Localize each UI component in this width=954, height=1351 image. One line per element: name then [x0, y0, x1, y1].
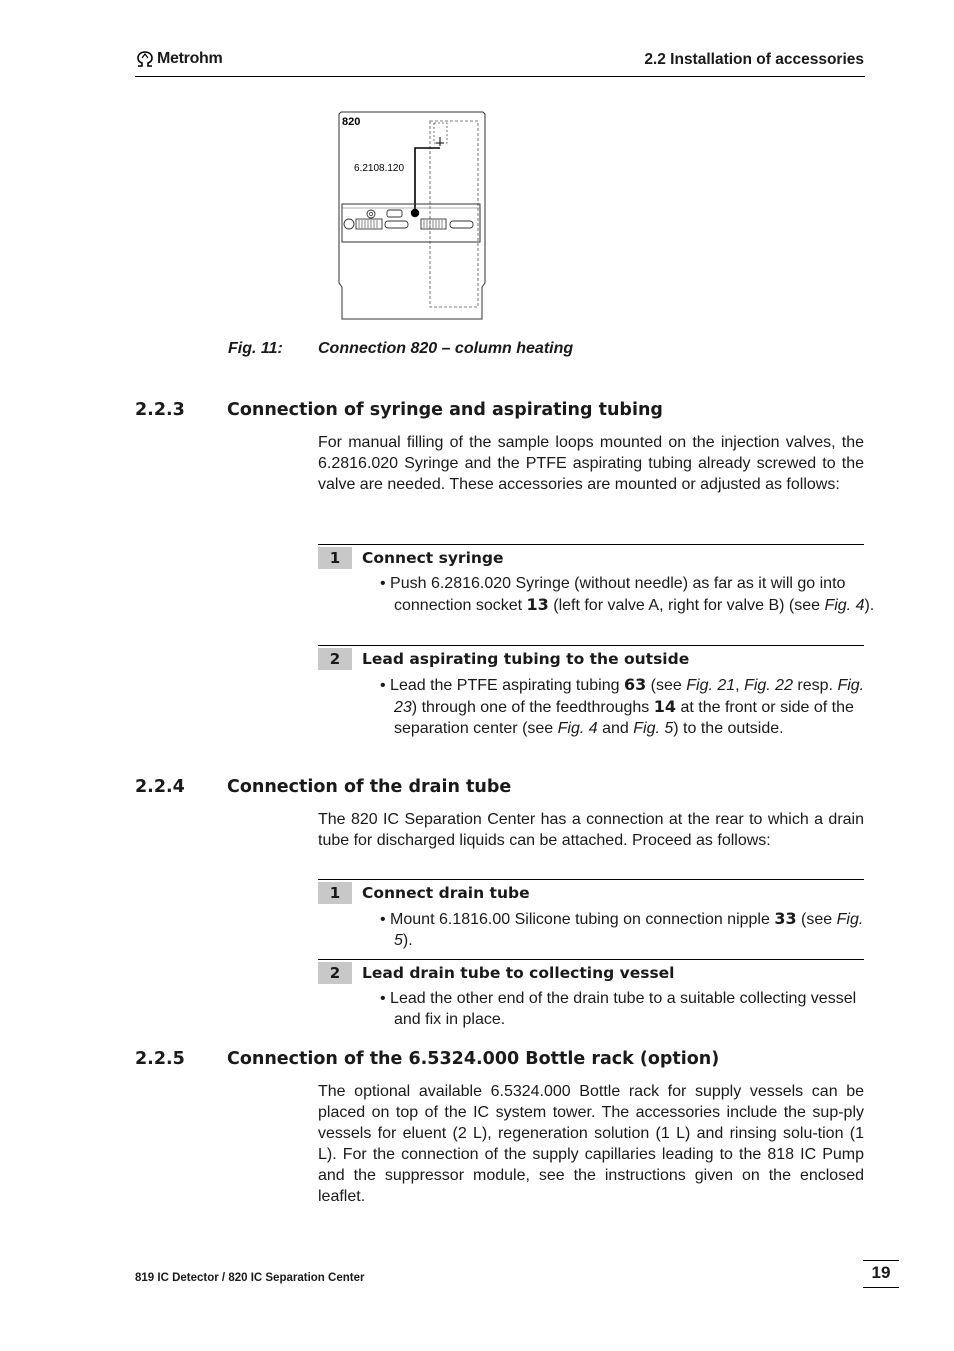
- rear-panel: [342, 204, 480, 242]
- header-rule: [135, 76, 865, 77]
- section-title: Connection of the drain tube: [227, 777, 512, 797]
- step-connect-syringe: [318, 544, 875, 645]
- figure-caption: [228, 340, 573, 358]
- step-instruction: • Push 6.2816.020 Syringe (without needle) as far as it will go into connection socket 13 (left for valve A, right for valve B) (see Fig. 4).: [380, 575, 875, 614]
- header-section-title: 2.2 Installation of accessories: [644, 51, 864, 68]
- step-instruction: • Lead the PTFE aspirating tubing 63 (see Fig. 21, Fig. 22 resp. Fig. 23) through one of the feedthroughs 14 at the front or side of the separation center (see Fig. 4 and Fig. 5) to the outside.: [380, 675, 865, 737]
- step-title: Lead aspirating tubing to the outside: [362, 650, 690, 668]
- step-title: Connect syringe: [362, 549, 504, 567]
- section-number: 2.2.5: [135, 1049, 185, 1069]
- connection-diagram: [335, 108, 490, 323]
- footer-document-title: 819 IC Detector / 820 IC Separation Center: [135, 1272, 365, 1284]
- brand-logo: [135, 50, 222, 68]
- heater-cable-line: [415, 148, 440, 213]
- column-compartment-outline: [430, 121, 478, 307]
- step-number-badge: 1: [318, 547, 352, 569]
- brand-name: Metrohm: [157, 50, 223, 67]
- step-lead-drain-tube: [318, 959, 864, 1040]
- figure-number: Fig. 11:: [228, 340, 283, 357]
- cable-connection-dot: [411, 209, 419, 217]
- device-label: 820: [342, 116, 361, 128]
- step-title: Connect drain tube: [362, 884, 530, 902]
- step-lead-aspirating-tubing: [318, 645, 864, 761]
- step-connect-drain-tube: [318, 879, 864, 960]
- step-instruction: • Lead the other end of the drain tube to a suitable collecting vessel and fix in place.: [380, 990, 857, 1028]
- section-number: 2.2.4: [135, 777, 185, 797]
- figure-title: Connection 820 – column heating: [318, 340, 574, 357]
- section-title: Connection of the 6.5324.000 Bottle rack (option): [227, 1049, 720, 1069]
- step-number-badge: 1: [318, 882, 352, 904]
- metrohm-omega-icon: [135, 51, 155, 67]
- section-paragraph: For manual filling of the sample loops mounted on the injection valves, the 6.2816.020 Syringe and the PTFE aspirating tubing already screwed to the valve are needed. These accessories are mounted or adjusted as follows:: [318, 434, 864, 493]
- step-number-badge: 2: [318, 648, 352, 670]
- section-paragraph: The optional available 6.5324.000 Bottle rack for supply vessels can be placed on top of the IC system tower. The accessories include the sup-ply vessels for eluent (2 L), regeneration solution (1 L) and rinsing solu-tion (1 L). For the connection of the supply capillaries leading to the 818 IC Pump and the suppressor module, see the instructions given on the enclosed leaflet.: [318, 1083, 864, 1205]
- step-number-badge: 2: [318, 962, 352, 984]
- step-instruction: • Mount 6.1816.00 Silicone tubing on connection nipple 33 (see Fig. 5).: [380, 909, 864, 949]
- page-number: 19: [871, 1263, 891, 1282]
- part-label: 6.2108.120: [354, 163, 405, 174]
- section-number: 2.2.3: [135, 400, 185, 420]
- step-title: Lead drain tube to collecting vessel: [362, 964, 675, 982]
- section-paragraph: The 820 IC Separation Center has a connection at the rear to which a drain tube for discharged liquids can be attached. Proceed as follows:: [318, 811, 864, 849]
- section-title: Connection of syringe and aspirating tubing: [227, 400, 663, 420]
